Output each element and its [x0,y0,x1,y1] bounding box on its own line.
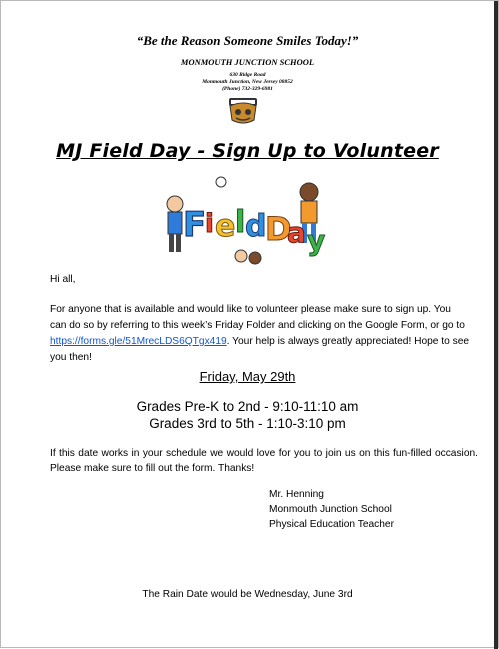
motto: “Be the Reason Someone Smiles Today!” [136,33,359,48]
svg-text:e: e [215,209,236,244]
address-phone: (Phone) 732-329-6981 [222,86,273,92]
svg-text:a: a [287,216,306,249]
volunteer-paragraph [50,302,470,366]
address-street: 630 Ridge Road [229,72,266,78]
svg-text:l: l [235,205,246,240]
page-title: MJ Field Day - Sign Up to Volunteer [56,140,439,162]
signature-name: Mr. Henning [269,489,324,500]
svg-text:i: i [205,209,214,239]
closing-paragraph: If this date works in your schedule we would love for you to join us on this fun-filled occasion. Please make sure to fill out the form. Thanks! [50,448,478,474]
signature-school: Monmouth Junction School [269,504,392,515]
school-crest-logo [226,96,260,126]
address-city: Monmouth Junction, New Jersey 08852 [202,79,293,85]
school-name: MONMOUTH JUNCTION SCHOOL [180,57,315,67]
paragraph-text-end: . Your help is always greatly appreciated! Hope to see you then! [50,336,470,363]
svg-text:y: y [307,224,326,257]
schedule-line-2: Grades 3rd to 5th - 1:10-3:10 pm [149,416,346,431]
field-day-clipart [161,174,333,269]
rain-date: The Rain Date would be Wednesday, June 3rd [142,589,353,600]
schedule-line-1: Grades Pre-K to 2nd - 9:10-11:10 am [136,399,359,414]
greeting: Hi all, [50,274,76,285]
svg-text:F: F [183,205,207,245]
paragraph-text: For anyone that is available and would like to volunteer please make sure to sign up. You can do so by referring to this week’s Friday Folder and clicking on the Google Form, or go to [50,304,465,331]
event-date: Friday, May 29th [199,369,296,384]
svg-text:d: d [245,209,267,244]
google-form-link[interactable]: https://forms.gle/51MrecLDS6QTgx419 [50,336,227,347]
svg-text:D: D [265,210,292,248]
signature-title: Physical Education Teacher [269,519,394,530]
scrollbar-edge [494,1,498,649]
